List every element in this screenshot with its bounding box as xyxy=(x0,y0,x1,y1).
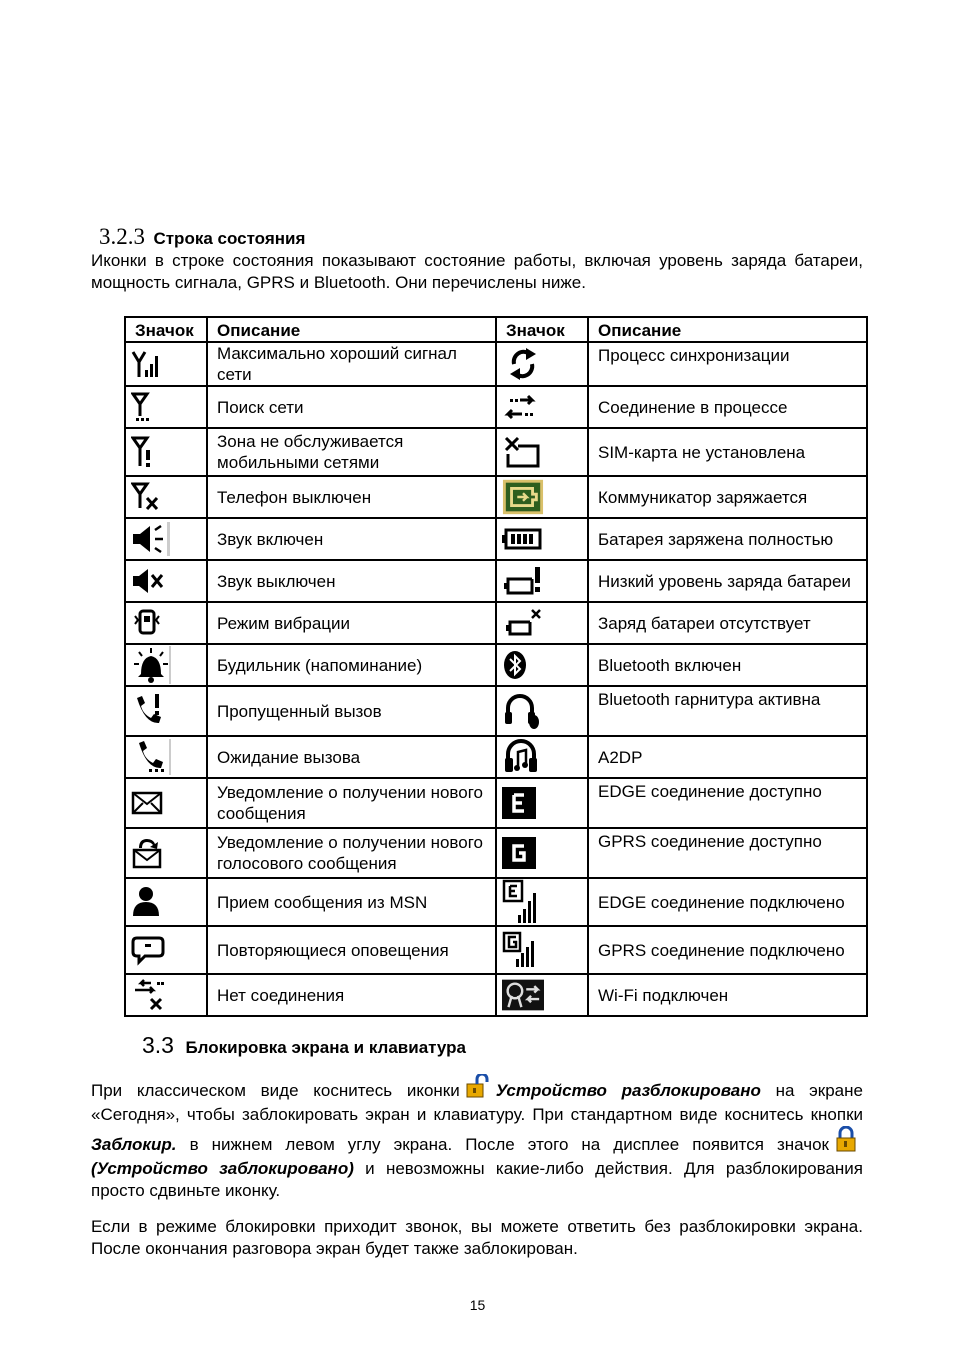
description-left: Звук включен xyxy=(207,518,496,560)
description-right: SIM-карта не установлена xyxy=(588,428,867,476)
full-signal-icon xyxy=(131,344,173,384)
table-row xyxy=(125,342,867,386)
gprs-available-icon xyxy=(502,833,544,873)
icon-cell-right xyxy=(496,828,588,878)
connecting-icon xyxy=(502,387,544,427)
header-description-left: Описание xyxy=(207,317,496,342)
wifi-connected-icon xyxy=(502,975,544,1015)
description-right: Процесс синхронизации xyxy=(588,342,867,386)
header-icon-right: Значок xyxy=(496,317,588,342)
phone-off-icon xyxy=(131,477,173,517)
section-heading-3-2-3 xyxy=(99,224,305,250)
description-right: Низкий уровень заряда батареи xyxy=(588,560,867,602)
icon-cell-right xyxy=(496,602,588,644)
description-left: Поиск сети xyxy=(207,386,496,428)
icon-cell-right xyxy=(496,974,588,1016)
section-heading-3-3 xyxy=(142,1032,466,1059)
header-icon-left: Значок xyxy=(125,317,207,342)
table-row xyxy=(125,560,867,602)
icon-cell-left xyxy=(125,878,207,926)
table-row xyxy=(125,926,867,974)
header-description-right: Описание xyxy=(588,317,867,342)
lock-text-part: При классическом виде коснитесь иконки xyxy=(91,1081,460,1100)
table-row xyxy=(125,974,867,1016)
section-number: 3.3 xyxy=(142,1032,174,1058)
edge-available-icon xyxy=(502,783,544,823)
icon-cell-left xyxy=(125,560,207,602)
description-right: A2DP xyxy=(588,736,867,778)
icon-cell-left xyxy=(125,602,207,644)
icon-cell-right xyxy=(496,926,588,974)
missed-call-icon xyxy=(131,691,173,731)
section-number: 3.2.3 xyxy=(99,224,145,249)
description-left: Повторяющиеся оповещения xyxy=(207,926,496,974)
icon-cell-right xyxy=(496,736,588,778)
description-left: Пропущенный вызов xyxy=(207,686,496,736)
intro-paragraph: Иконки в строке состояния показывают состояние работы, включая уровень заряда батареи, мощность сигнала, GPRS и Bluetooth. Они перечислены ниже. xyxy=(91,251,863,292)
edge-connected-icon xyxy=(502,882,544,922)
no-sim-icon xyxy=(502,432,544,472)
description-left: Уведомление о получении нового сообщения xyxy=(207,778,496,828)
icon-cell-right xyxy=(496,878,588,926)
icon-cell-left xyxy=(125,926,207,974)
battery-full-icon xyxy=(502,519,544,559)
icon-cell-right xyxy=(496,428,588,476)
table-row xyxy=(125,736,867,778)
unlocked-padlock-icon xyxy=(466,1074,490,1104)
repeat-alert-icon xyxy=(131,930,173,970)
sync-icon xyxy=(502,344,544,384)
section-title: Строка состояния xyxy=(153,229,306,248)
bluetooth-icon xyxy=(502,645,544,685)
unlocked-device-label: Устройство разблокировано xyxy=(495,1081,761,1100)
icon-cell-left xyxy=(125,342,207,386)
lock-paragraph xyxy=(91,1074,863,1202)
gprs-connected-icon xyxy=(502,930,544,970)
table-row xyxy=(125,602,867,644)
call-while-locked-paragraph: Если в режиме блокировки приходит звонок, вы можете ответить без разблокировки экрана. После окончания разговора экран будет также заблокирован. xyxy=(91,1217,863,1258)
searching-network-icon xyxy=(131,387,173,427)
icon-cell-right xyxy=(496,386,588,428)
icon-cell-left xyxy=(125,428,207,476)
table-row xyxy=(125,686,867,736)
sound-off-icon xyxy=(131,561,173,601)
table-row xyxy=(125,878,867,926)
icon-cell-right xyxy=(496,518,588,560)
table-row xyxy=(125,828,867,878)
description-left: Будильник (напоминание) xyxy=(207,644,496,686)
icon-cell-right xyxy=(496,686,588,736)
icon-cell-left xyxy=(125,476,207,518)
icon-cell-right xyxy=(496,560,588,602)
status-icons-table xyxy=(124,316,868,1017)
description-right: Коммуникатор заряжается xyxy=(588,476,867,518)
battery-low-icon xyxy=(502,561,544,601)
table-row xyxy=(125,386,867,428)
no-service-icon xyxy=(131,432,173,472)
icon-cell-left xyxy=(125,386,207,428)
no-battery-icon xyxy=(502,603,544,643)
description-left: Максимально хороший сигнал сети xyxy=(207,342,496,386)
a2dp-icon xyxy=(502,737,544,777)
description-right: Bluetooth гарнитура активна xyxy=(588,686,867,736)
description-left: Зона не обслуживается мобильными сетями xyxy=(207,428,496,476)
msn-icon xyxy=(131,882,173,922)
icon-cell-right xyxy=(496,476,588,518)
table-row xyxy=(125,778,867,828)
description-left: Нет соединения xyxy=(207,974,496,1016)
icon-cell-right xyxy=(496,778,588,828)
description-left: Ожидание вызова xyxy=(207,736,496,778)
lock-text-part: и невозможны какие-либо действия. Для разблокирования просто сдвиньте иконку. xyxy=(91,1159,863,1200)
description-left: Прием сообщения из MSN xyxy=(207,878,496,926)
locked-padlock-icon xyxy=(835,1126,857,1158)
icon-cell-left xyxy=(125,644,207,686)
description-left: Телефон выключен xyxy=(207,476,496,518)
description-left: Режим вибрации xyxy=(207,602,496,644)
charging-icon xyxy=(502,477,544,517)
call-waiting-icon xyxy=(131,737,173,777)
lock-text-part: на экране «Сегодня», чтобы заблокировать экран и клавиатуру. При стандартном виде коснитесь кнопки xyxy=(91,1081,863,1124)
no-connection-icon xyxy=(131,975,173,1015)
description-right: GPRS соединение подключено xyxy=(588,926,867,974)
icon-cell-right xyxy=(496,342,588,386)
page-number: 15 xyxy=(469,1297,486,1313)
description-right: Батарея заряжена полностью xyxy=(588,518,867,560)
new-message-icon xyxy=(131,783,173,823)
table-row xyxy=(125,428,867,476)
icon-cell-left xyxy=(125,736,207,778)
table-row xyxy=(125,476,867,518)
description-right: EDGE соединение доступно xyxy=(588,778,867,828)
description-right: Заряд батареи отсутствует xyxy=(588,602,867,644)
vibrate-icon xyxy=(131,603,173,643)
description-right: EDGE соединение подключено xyxy=(588,878,867,926)
sound-on-icon xyxy=(131,519,173,559)
description-left: Звук выключен xyxy=(207,560,496,602)
icon-cell-left xyxy=(125,974,207,1016)
description-left: Уведомление о получении нового голосового сообщения xyxy=(207,828,496,878)
table-header-row xyxy=(125,317,867,342)
lock-text-part: в нижнем левом углу экрана. После этого на дисплее появится значок xyxy=(189,1135,829,1154)
table-row xyxy=(125,644,867,686)
description-right: Bluetooth включен xyxy=(588,644,867,686)
icon-cell-left xyxy=(125,518,207,560)
locked-device-label: (Устройство заблокировано) xyxy=(91,1159,354,1178)
section-title: Блокировка экрана и клавиатура xyxy=(185,1038,466,1057)
bt-headset-icon xyxy=(502,691,544,731)
lock-button-label: Заблокир. xyxy=(91,1135,177,1154)
voicemail-icon xyxy=(131,833,173,873)
description-right: Wi-Fi подключен xyxy=(588,974,867,1016)
icon-cell-left xyxy=(125,828,207,878)
icon-cell-left xyxy=(125,778,207,828)
table-row xyxy=(125,518,867,560)
description-right: GPRS соединение доступно xyxy=(588,828,867,878)
description-right: Соединение в процессе xyxy=(588,386,867,428)
icon-cell-left xyxy=(125,686,207,736)
icon-cell-right xyxy=(496,644,588,686)
alarm-icon xyxy=(131,645,173,685)
